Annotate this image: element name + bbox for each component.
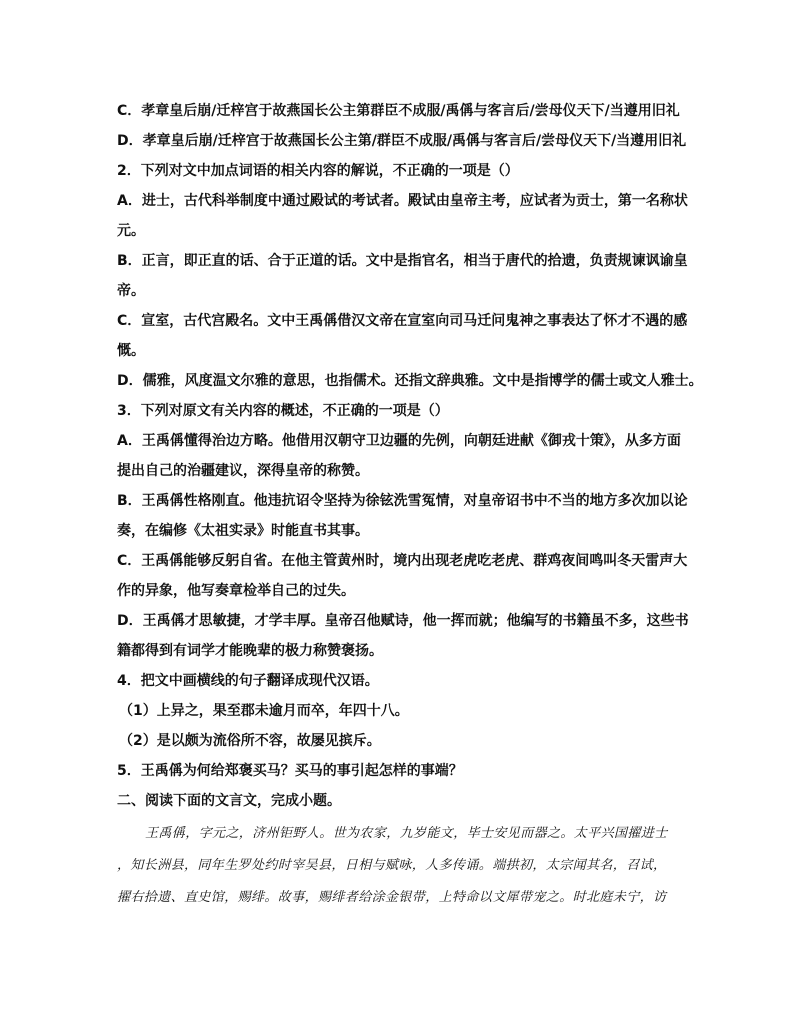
q2-option-d-line: D．儒雅，风度温文尔雅的意思，也指儒术。还指文辞典雅。文中是指博学的儒士或文人雅士。: [117, 373, 703, 389]
passage-line-1: 王禹偁，字元之，济州钜野人。世为农家，九岁能文，毕士安见而器之。太平兴国擢进士: [145, 826, 668, 841]
q2-option-a-line-2: 元。: [117, 223, 145, 239]
page-content: [117, 96, 703, 914]
classical-passage: [117, 818, 687, 914]
question-4-title: 4．把文中画横线的句子翻译成现代汉语。: [117, 673, 379, 689]
q4-sentence-2: （2）是以颇为流俗所不容，故屡见摈斥。: [119, 733, 381, 749]
q3-option-a-line-1: A．王禹偁懂得治边方略。他借用汉朝守卫边疆的先例，向朝廷进献《御戎十策》，从多方面: [117, 433, 681, 449]
section-2-heading: 二、阅读下面的文言文，完成小题。: [117, 793, 341, 809]
passage-line-3: 擢右拾遗、直史馆，赐绯。故事，赐绯者给涂金银带，上特命以文犀带宠之。时北庭未宁，访: [117, 890, 667, 905]
q2-option-c-line-1: C．宣室，古代宫殿名。文中王禹偁借汉文帝在宣室向司马迁问鬼神之事表达了怀才不遇的感: [117, 313, 688, 329]
q2-option-a-line-1: A．进士，古代科举制度中通过殿试的考试者。殿试由皇帝主考，应试者为贡士，第一名称状: [117, 193, 688, 209]
question-3-title: 3．下列对原文有关内容的概述，不正确的一项是（）: [117, 403, 449, 419]
question-2-title: 2．下列对文中加点词语的相关内容的解说，不正确的一项是（）: [117, 163, 519, 179]
q2-option-c-line-2: 慨。: [117, 343, 145, 359]
q3-option-d-line-2: 籍都得到有词学才能晚辈的极力称赞褒扬。: [117, 643, 383, 659]
q3-option-b-line-2: 奏，在编修《太祖实录》时能直书其事。: [117, 523, 369, 539]
q3-option-c-line-2: 作的异象，他写奏章检举自己的过失。: [117, 583, 355, 599]
q3-option-d-line-1: D．王禹偁才思敏捷，才学丰厚。皇帝召他赋诗，他一挥而就；他编写的书籍虽不多，这些书: [117, 613, 689, 629]
q2-option-b-line-1: B．正言，即正直的话、合于正道的话。文中是指官名，相当于唐代的拾遗，负责规谏讽谕皇: [117, 253, 688, 269]
passage-line-2: ，知长洲县，同年生罗处约时宰吴县，日相与赋咏，人多传诵。端拱初，太宗闻其名，召试，: [117, 858, 667, 873]
q2-option-b-line-2: 帝。: [117, 283, 145, 299]
q3-option-a-line-2: 提出自己的治疆建议，深得皇帝的称赞。: [117, 463, 369, 479]
option-c-line: C．孝章皇后崩/迁梓宫于故燕国长公主第群臣不成服/禹偁与客言后/尝母仪天下/当遵用旧礼: [117, 103, 680, 119]
q3-option-c-line-1: C．王禹偁能够反躬自省。在他主管黄州时，境内出现老虎吃老虎、群鸡夜间鸣叫冬天雷声大: [117, 553, 688, 569]
q3-option-b-line-1: B．王禹偁性格刚直。他违抗诏令坚持为徐铉洗雪冤情，对皇帝诏书中不当的地方多次加以论: [117, 493, 688, 509]
q4-sentence-1: （1）上异之，果至郡未逾月而卒，年四十八。: [119, 703, 409, 719]
question-5-title: 5．王禹偁为何给郑褒买马？买马的事引起怎样的事端？: [117, 763, 463, 779]
option-d-line: D．孝章皇后崩/迁梓宫于故燕国长公主第/群臣不成服/禹偁与客言后/尝母仪天下/当遵用旧礼: [117, 133, 687, 149]
